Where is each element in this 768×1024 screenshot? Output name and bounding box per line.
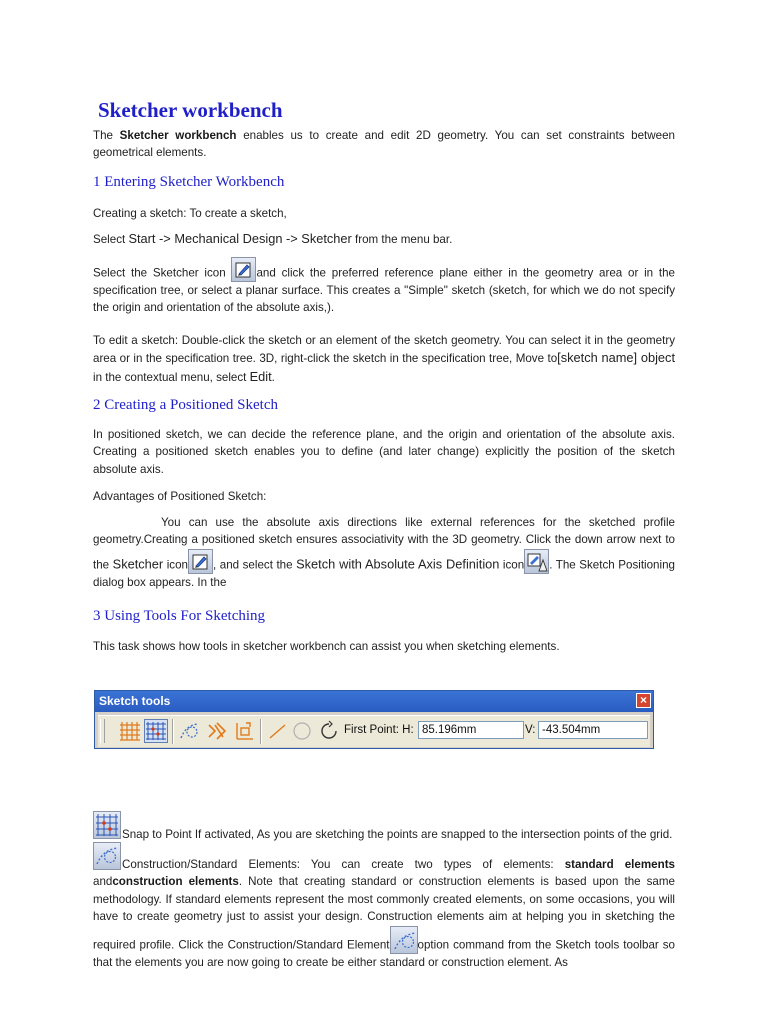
line-icon[interactable]: [266, 719, 290, 743]
icon-word-2: icon: [499, 558, 525, 572]
first-point-label: First Point: H:: [344, 724, 414, 736]
menu-instruction: Select: [93, 233, 129, 246]
edit-instruction-mid: in the contextual menu, select: [93, 370, 250, 384]
section-heading-3: 3 Using Tools For Sketching: [93, 608, 266, 624]
construction-paragraph: [93, 856, 675, 971]
construction-standard-element-label: Construction/Standard Element: [227, 938, 390, 952]
construction-text: Construction/Standard Elements: You can create two types of elements:: [122, 858, 565, 871]
section1-paragraph-3: [93, 257, 675, 317]
construction-element-icon[interactable]: [178, 719, 202, 743]
snap-to-point-paragraph: Snap to Point If activated, As you are sketching the points are snapped to the intersection points of the grid.: [122, 828, 673, 841]
edit-instruction: To edit a sketch: Double-click the sketch or an element of the sketch geometry. You can select it in the geometry area or in the specification tree. 3D, right-click the sketch in the specification tree, Move to: [93, 334, 675, 366]
construction-and: and: [93, 875, 113, 889]
positioned-sketch-icon: [524, 549, 549, 574]
option-command-text: option command from the: [417, 938, 556, 952]
intro-paragraph: [93, 127, 675, 162]
grid-icon[interactable]: [118, 719, 142, 743]
section2-paragraph-1: In positioned sketch, we can decide the reference plane, and the origin and orientation of the absolute axis. Creating a positioned sketch enables you to define (and later change) explicitly the position of the sketch absolute axis.: [93, 428, 675, 476]
section2-paragraph-3: [93, 514, 675, 591]
intro-text-rest: enables us to create and edit 2D geometry. You can set constraints between geometrical elements.: [93, 129, 675, 160]
standard-elements-bold: standard elements: [564, 858, 676, 871]
snap-to-point-icon[interactable]: [144, 719, 168, 743]
construction-text-rest: . Note that creating standard or construction elements is based upon the same methodology. If standard elements represent the most commonly created elements, on some occasions, you will have to create geometry just to assist your design. Construction elements aim at helping you in sketching the required profile. Click the: [93, 875, 675, 952]
sketcher-icon: [231, 257, 256, 282]
page-title: Sketcher workbench: [98, 98, 283, 122]
edit-menu-item: Edit: [249, 368, 272, 384]
sketcher-instruction: Select the Sketcher icon: [93, 266, 232, 280]
construction-text-end: toolbar so that the elements you are now going to create be either standard or construction element. As: [93, 938, 676, 969]
select-text: , and select the: [212, 558, 297, 572]
section2-paragraph-2: Advantages of Positioned Sketch:: [93, 490, 267, 503]
v-coordinate-field[interactable]: -43.504mm: [538, 721, 648, 739]
section-heading-1: 1 Entering Sketcher Workbench: [93, 174, 285, 190]
sketcher-instruction-rest: and click the preferred reference plane either in the geometry area or in the specification tree, or select a planar surface. This creates a "Simple" sketch (sketch, for which we do not specify the origin and orientation of the absolute axis,).: [93, 266, 676, 315]
section1-paragraph-4: [93, 332, 675, 386]
edit-instruction-end: .: [271, 370, 275, 384]
h-coordinate-field[interactable]: 85.196mm: [418, 721, 524, 739]
icon-word: icon: [163, 558, 188, 572]
sketch-tools-label: Sketch tools: [555, 938, 620, 952]
dimensional-constraints-icon[interactable]: [232, 719, 256, 743]
sketcher-icon: [188, 549, 213, 574]
toolbar-title: Sketch tools: [95, 691, 653, 712]
v-label: V:: [525, 724, 536, 736]
dialog-text: . The: [549, 558, 580, 572]
toolbar-body: [98, 715, 650, 747]
intro-text: The: [93, 129, 120, 142]
sketch-tools-toolbar[interactable]: [94, 690, 654, 749]
arc-icon[interactable]: [317, 719, 341, 743]
construction-elements-bold: construction elements: [112, 875, 239, 889]
section1-paragraph-1: Creating a sketch: To create a sketch,: [93, 207, 287, 220]
menu-instruction-end: from the menu bar.: [351, 233, 453, 246]
intro-bold: Sketcher workbench: [119, 129, 237, 142]
sketch-positioning-label: Sketch Positioning: [579, 558, 675, 572]
toolbar-separator: [172, 719, 174, 744]
circle-icon[interactable]: [291, 719, 315, 743]
menu-path: Start -> Mechanical Design -> Sketcher: [128, 231, 352, 246]
absolute-axis-label: Sketch with Absolute Axis Definition: [296, 556, 500, 572]
toolbar-separator: [260, 719, 262, 744]
dialog-text-end: dialog box appears. In the: [93, 575, 227, 589]
section3-paragraph-1: This task shows how tools in sketcher workbench can assist you when sketching elements.: [93, 640, 560, 653]
close-button[interactable]: ×: [636, 693, 651, 708]
sketcher-label: Sketcher: [112, 556, 164, 572]
section-heading-2: 2 Creating a Positioned Sketch: [93, 397, 278, 413]
snap-to-point-icon: [93, 811, 121, 839]
toolbar-grip[interactable]: [100, 719, 105, 743]
construction-element-icon: [390, 926, 418, 954]
object-menu-item: [sketch name] object: [557, 350, 675, 366]
positioned-text: You can use the absolute axis directions like external references for the sketched profile geometry.Creating a positioned sketch ensures associativity with the 3D geometry. Click the down arrow next to the: [93, 516, 675, 572]
geometrical-constraints-icon[interactable]: [205, 719, 229, 743]
section1-paragraph-2: [93, 230, 675, 248]
